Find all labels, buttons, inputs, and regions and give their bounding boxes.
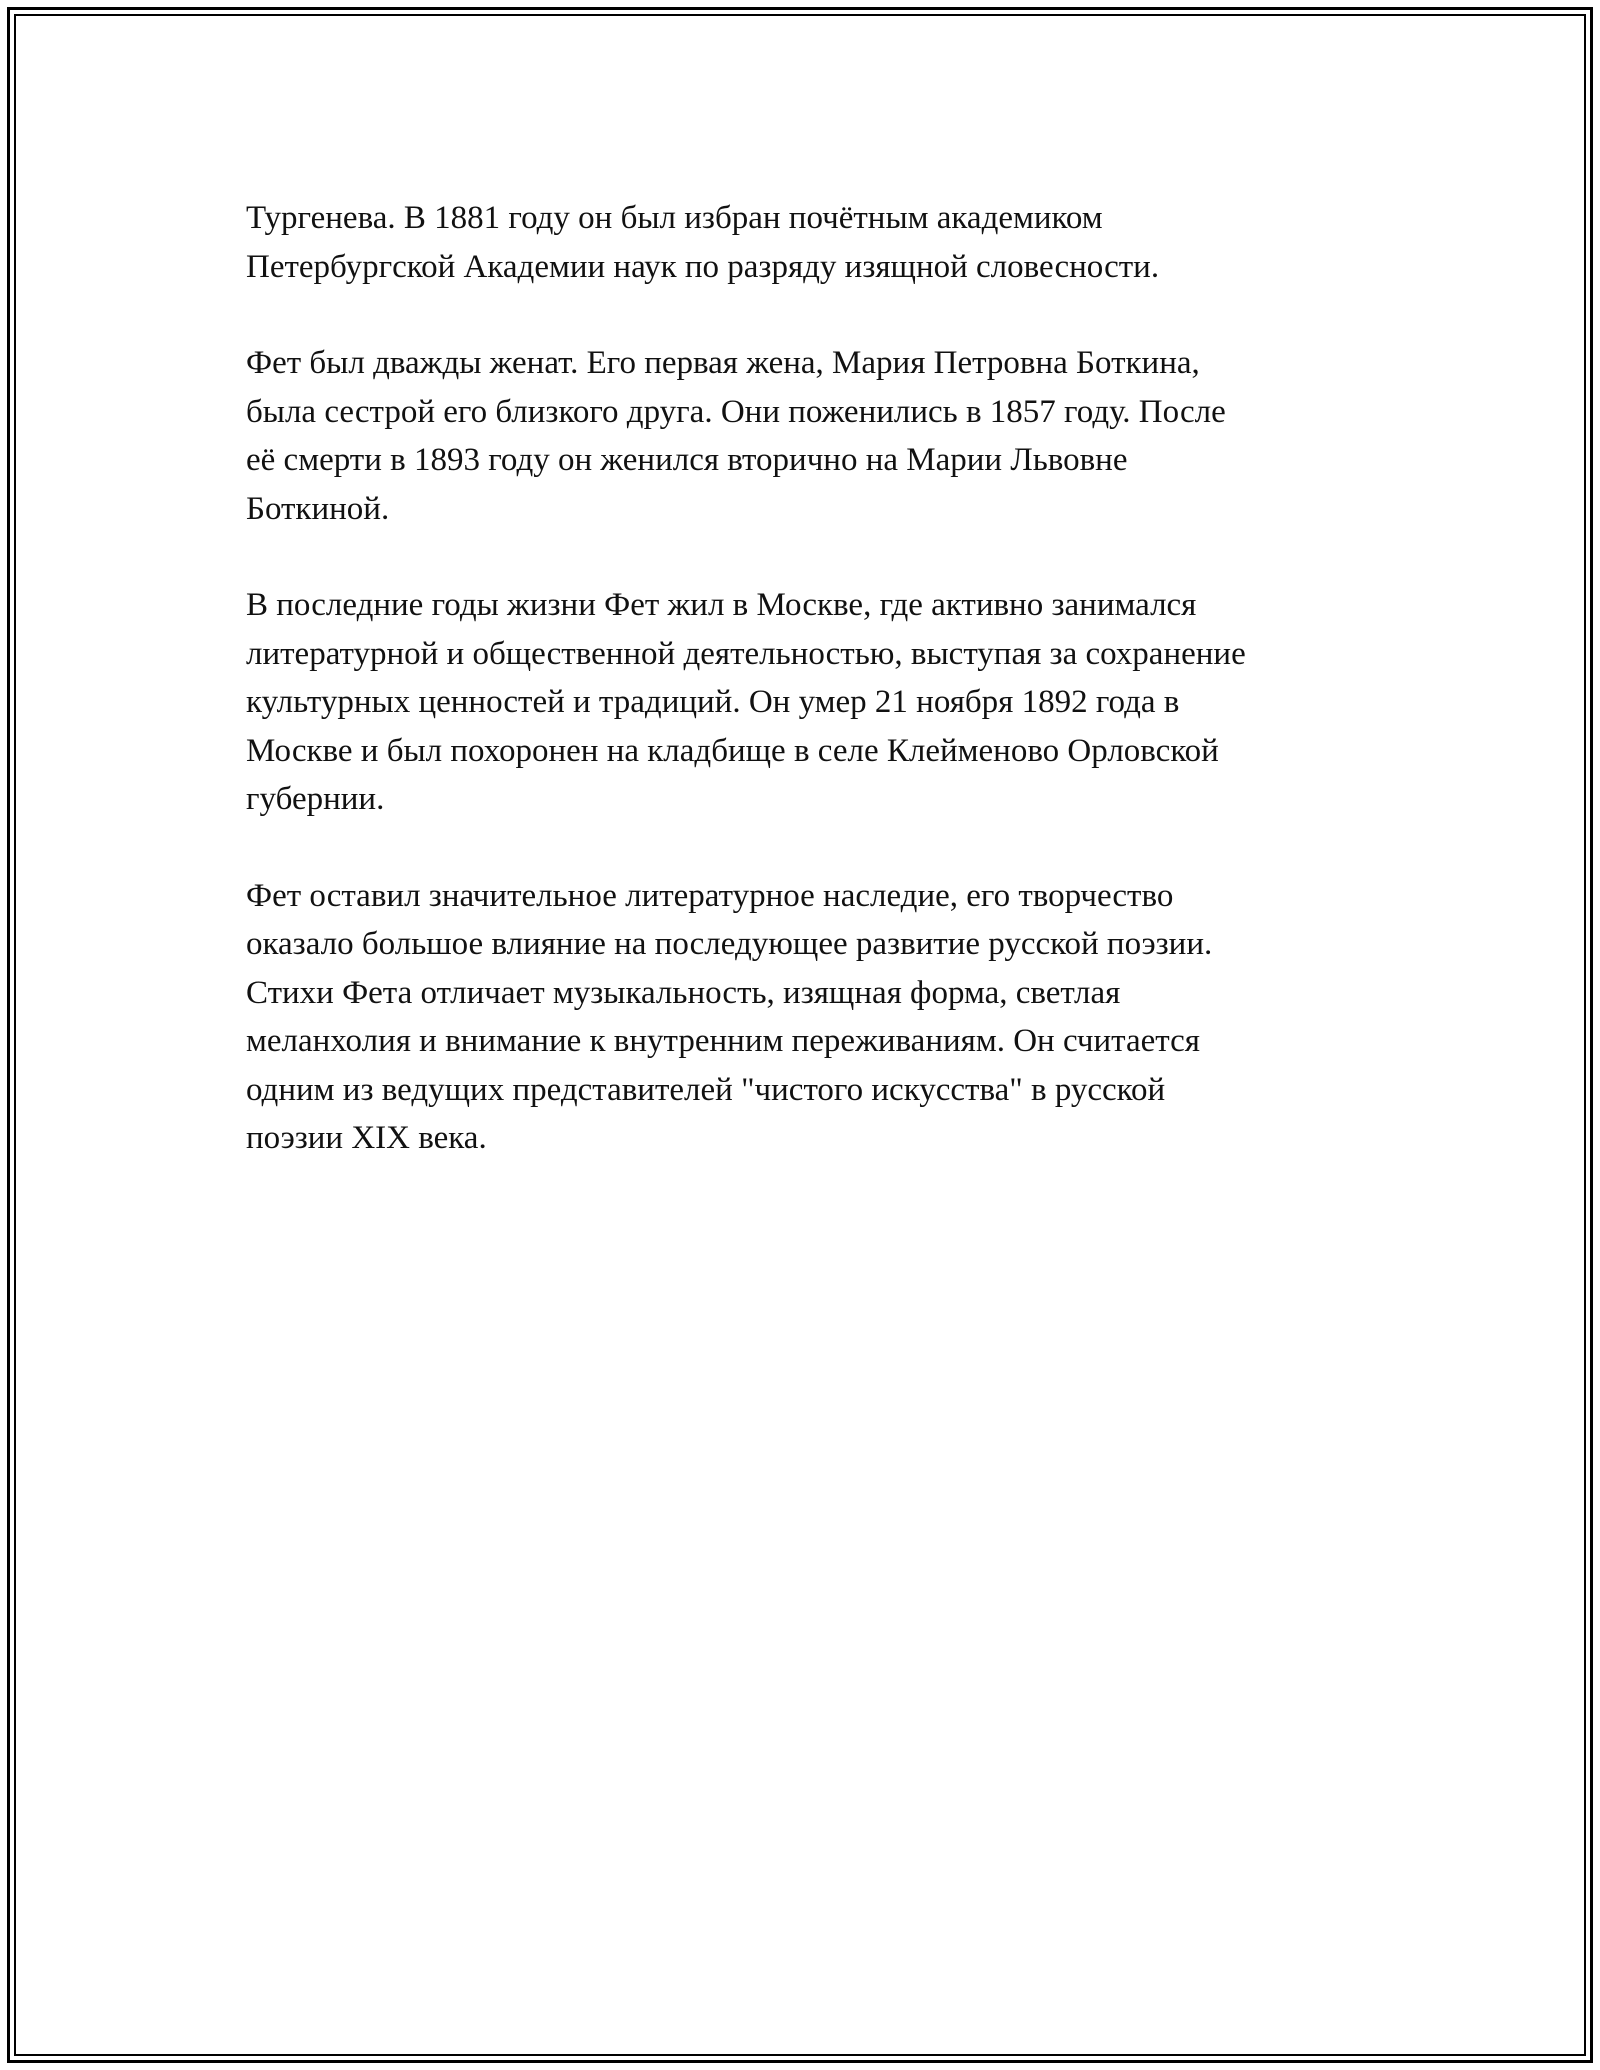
page-frame [7, 7, 1593, 2063]
paragraph-2: Фет был дважды женат. Его первая жена, Мария Петровна Боткина, была сестрой его близкого друга. Они поженились в 1857 году. После её смерти в 1893 году он женился вторично на Марии Львовне Боткиной. [246, 345, 1226, 527]
document-body [246, 194, 1386, 1211]
paragraph-3: В последние годы жизни Фет жил в Москве, где активно занимался литературной и общественной деятельностью, выступая за сохранение культурных ценностей и традиций. Он умер 21 ноября 1892 года в Москве и был похоронен на кладбище в селе Клейменово Орловской губернии. [246, 587, 1246, 817]
paragraph-4: Фет оставил значительное литературное наследие, его творчество оказало большое влияние на последующее развитие русской поэзии. Стихи Фета отличает музыкальность, изящная форма, светлая меланхолия и внимание к внутренним переживаниям. Он считается одним из ведущих представителей "чистого искусства" в русской поэзии XIX века. [246, 877, 1213, 1156]
paragraph-1: Тургенева. В 1881 году он был избран почётным академиком Петербургской Академии наук по разряду изящной словесности. [246, 200, 1160, 285]
